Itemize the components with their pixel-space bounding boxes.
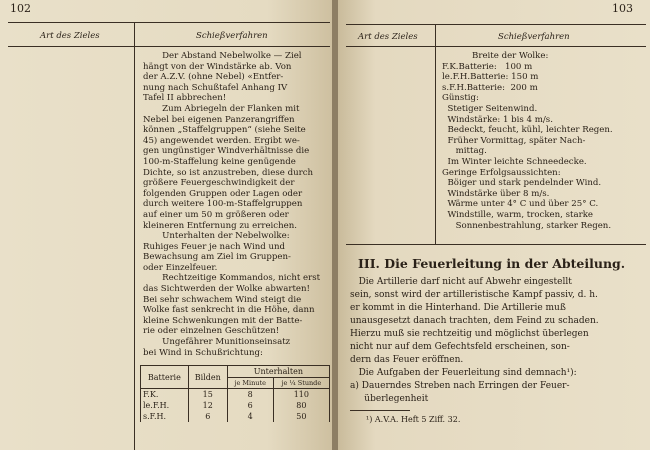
header-bottom-rule [8, 46, 330, 47]
table-bottom-rule-right [346, 244, 646, 245]
page-number-right: 103 [612, 2, 633, 15]
munition-subheader-per-minute: je Minute [227, 378, 273, 389]
munition-subheader-per-quarter: je ¼ Stunde [273, 378, 329, 389]
section-heading: III. Die Feuerleitung in der Abteilung. [358, 256, 626, 271]
conditions-text: Breite der Wolke: F.K.Batterie: 100 m le.F.H.Batterie: 150 m s.F.H.Batterie: 200 m Günstig: Stetiger Seitenwind. Windstärke: 1 bis 4 m/s. Bedeckt, feucht, kühl, leichter Regen. Früher Vormittag, später Nach- mittag. Im Winter leichte Schneedecke. Geringe Erfolgsaussichten: Böiger und stark pendelnder Wind. Windstärke über 8 m/s. Wärme unter 4° C und über 25° C. Windstille, warm, trocken, starke Sonnenbestrahlung, starker Regen. [442, 51, 613, 231]
section-paragraph: Die Artillerie darf nicht auf Abwehr eingestellt sein, sonst wird der artilleristische Kampf passiv, d. h. er kommt in die Hinterhand. Die Artillerie muß unausgesetzt danach trachten, dem Feind zu schaden. Hierzu muß sie rechtzeitig und möglichst überlegen nicht nur auf dem Gefechtsfeld erscheinen, son- dern das Feuer eröffnen. Die Aufgaben der Feuerleitung sind demnach¹): a) Dauerndes Streben nach Erringen der Feuer- überlegenheit [350, 277, 599, 404]
table-row: le.F.H. 12 6 80 [141, 400, 330, 411]
column-divider-right [435, 24, 436, 244]
method-text: Der Abstand Nebelwolke — Ziel hängt von der Windstärke ab. Von der A.Z.V. (ohne Nebel) «Entfer- nung nach Schußtafel Anhang IV Tafel II abbrechen! Zum Abriegeln der Flanken mit Nebel bei eigenen Panzerangriffen können „Staffelgruppen“ (siehe Seite 45) angewendet werden. Ergibt we- gen ungünstiger Windverhältnisse die 100-m-Staffelung keine genügende Dichte, so ist anzustreben, diese durch größere Feuergeschwindigkeit der folgenden Gruppen oder Lagen oder durch weitere 100-m-Staffelgruppen auf einer um 50 m größeren oder kleineren Entfernung zu erreichen. Unterhalten der Nebelwolke: Ruhiges Feuer je nach Wind und Bewachsung am Ziel im Gruppen- oder Einzelfeuer. Rechtzeitige Kommandos, nicht erst das Sichtwerden der Wolke abwarten! Bei sehr schwachem Wind steigt die Wolke fast senkrecht in die Höhe, dann kleine Schwenkungen mit der Batte- rie oder einzelnen Geschützen! Ungefährer Munitionseinsatz bei Wind in Schußrichtung: [143, 51, 321, 358]
table-row: s.F.H. 6 4 50 [141, 411, 330, 422]
table-top-rule-right [346, 24, 646, 25]
header-bottom-rule-right [346, 46, 646, 47]
munition-header-form: Bilden [188, 366, 227, 389]
column-header-method: Schießverfahren [196, 31, 268, 41]
column-header-target-right: Art des Zieles [358, 32, 418, 42]
table-row: F.K. 15 8 110 [141, 389, 330, 401]
munition-header-maintain: Unterhalten [227, 366, 329, 378]
column-header-method-right: Schießverfahren [498, 32, 570, 42]
column-header-target: Art des Zieles [40, 31, 100, 41]
footnote: ¹) A.V.A. Heft 5 Ziff. 32. [366, 415, 461, 424]
munition-table [140, 365, 330, 422]
table-top-rule [8, 22, 330, 23]
munition-header-battery: Batterie [141, 366, 189, 389]
right-page [338, 0, 650, 450]
page-number-left: 102 [10, 2, 31, 15]
footnote-rule [350, 410, 410, 411]
column-divider [134, 22, 135, 450]
